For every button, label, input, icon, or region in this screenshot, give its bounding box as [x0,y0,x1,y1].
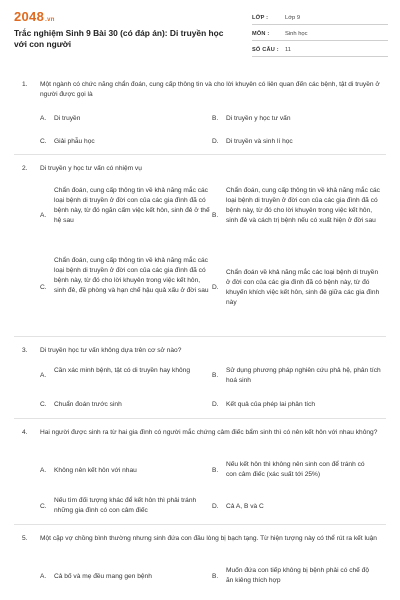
option-text: Kết quả của phép lai phân tích [226,401,316,408]
site-logo[interactable] [14,9,55,24]
question-divider [14,524,386,525]
question-number: 2. [22,165,28,172]
question-number: 1. [22,81,28,88]
option-letter: D. [212,401,219,408]
option-text: Chuẩn đoán trước sinh [54,401,122,408]
question-text: Một cặp vợ chồng bình thường nhưng sinh đứa con đầu lòng bị bạch tạng. Từ hiện tượng này có thể rút ra kết luận [40,535,377,542]
option-letter: B. [212,573,219,580]
option-text: Chẩn đoán, cung cấp thông tin về khả năng mắc các loại bệnh di truyền ở đời con của các gia đình đã có bệnh này, từ đó ngăn cấm việc kết hôn, sinh đẻ ở thế hệ sau [54,187,210,224]
meta-label: MÔN : [252,31,270,37]
option-text: Chẩn đoán về khả năng mắc các loại bệnh di truyền ở đời con của các gia đình đã có bệnh này, từ đó khuyến khích việc kết hôn, sinh đẻ giữa các gia đình này [226,269,380,306]
option-text: Chẩn đoán, cung cấp thông tin về khả năng mắc các loại bệnh di truyền ở đời con của các gia đình đã có bệnh này, từ đó cho lời khuyên trong việc kết hôn, sinh đẻ, đề phòng và hạn chế hậu quả xấu ở đời sau [54,257,209,294]
meta-value: Sinh học [285,31,308,37]
option-text: Sử dụng phương pháp nghiên cứu phả hệ, phân tích hoá sinh [226,367,381,384]
option-letter: B. [212,115,219,122]
meta-value: Lớp 9 [285,15,301,21]
option-text: Cả bố và mẹ đều mang gen bệnh [54,573,152,580]
option-text: Di truyền và sinh lí học [226,138,293,145]
option-letter: A. [40,115,47,122]
meta-row-count [252,44,388,57]
document-header [0,0,400,68]
option-letter: D. [212,284,219,291]
option-letter: C. [40,284,47,291]
option-text: Muốn đứa con tiếp không bị bệnh phải có chế độ ăn kiêng thích hợp [226,567,369,584]
question-divider [14,418,386,419]
option-text: Di truyền y học tư vấn [226,115,291,122]
option-letter: A. [40,467,47,474]
option-letter: C. [40,138,47,145]
page-title: Trắc nghiệm Sinh 9 Bài 30 (có đáp án): Di truyền học với con người [14,28,224,49]
question-text: Di truyền y học tư vấn có nhiệm vụ [40,165,142,172]
meta-row-subject [252,28,388,41]
question-number: 5. [22,535,28,542]
question-divider [14,336,386,337]
meta-info [252,12,388,60]
option-text: Giải phẫu học [54,138,95,145]
option-letter: B. [212,212,219,219]
option-text: Nếu tìm đối tượng khác để kết hôn thì phải tránh những gia đình có con câm điếc [54,497,197,514]
option-letter: A. [40,372,47,379]
question-text: Di truyền học tư vấn không dựa trên cơ sở nào? [40,347,182,354]
option-text: Không nên kết hôn với nhau [54,467,137,474]
question-text: Hai người được sinh ra từ hai gia đình có người mắc chứng câm điếc bẩm sinh thì có nên kết hôn với nhau không? [40,429,378,436]
meta-value: 11 [285,47,292,53]
question-number: 4. [22,429,28,436]
option-letter: B. [212,467,219,474]
option-text: Cần xác minh bệnh, tật có di truyền hay không [54,367,190,374]
question-number: 3. [22,347,28,354]
logo-text: 2048 [14,9,45,24]
option-text: Di truyền [54,115,81,122]
option-text: Nếu kết hôn thì không nên sinh con để tránh có con câm điếc (xác suất tới 25%) [226,461,365,478]
option-text: Chẩn đoán, cung cấp thông tin về khả năng mắc các loại bệnh di truyền ở đời con của các gia đình đã có bệnh này, từ đó cho lời khuyên trong việc kết hôn, sinh đẻ và cách trị bệnh nếu có xuất hiện ở đời sau [226,187,380,224]
option-letter: A. [40,212,47,219]
option-letter: A. [40,573,47,580]
logo-suffix: .vn [45,17,55,23]
option-letter: B. [212,372,219,379]
meta-label: SỐ CÂU : [252,47,279,53]
option-letter: D. [212,503,219,510]
option-letter: C. [40,401,47,408]
question-text: Một ngành có chức năng chẩn đoán, cung cấp thông tin và cho lời khuyên có liên quan đến các bệnh, tật di truyền ở người được gọi là [40,81,380,98]
option-letter: D. [212,138,219,145]
option-letter: C. [40,503,47,510]
option-text: Cả A, B và C [226,503,264,510]
question-divider [14,154,386,155]
meta-row-class [252,12,388,25]
meta-label: LỚP : [252,15,269,21]
